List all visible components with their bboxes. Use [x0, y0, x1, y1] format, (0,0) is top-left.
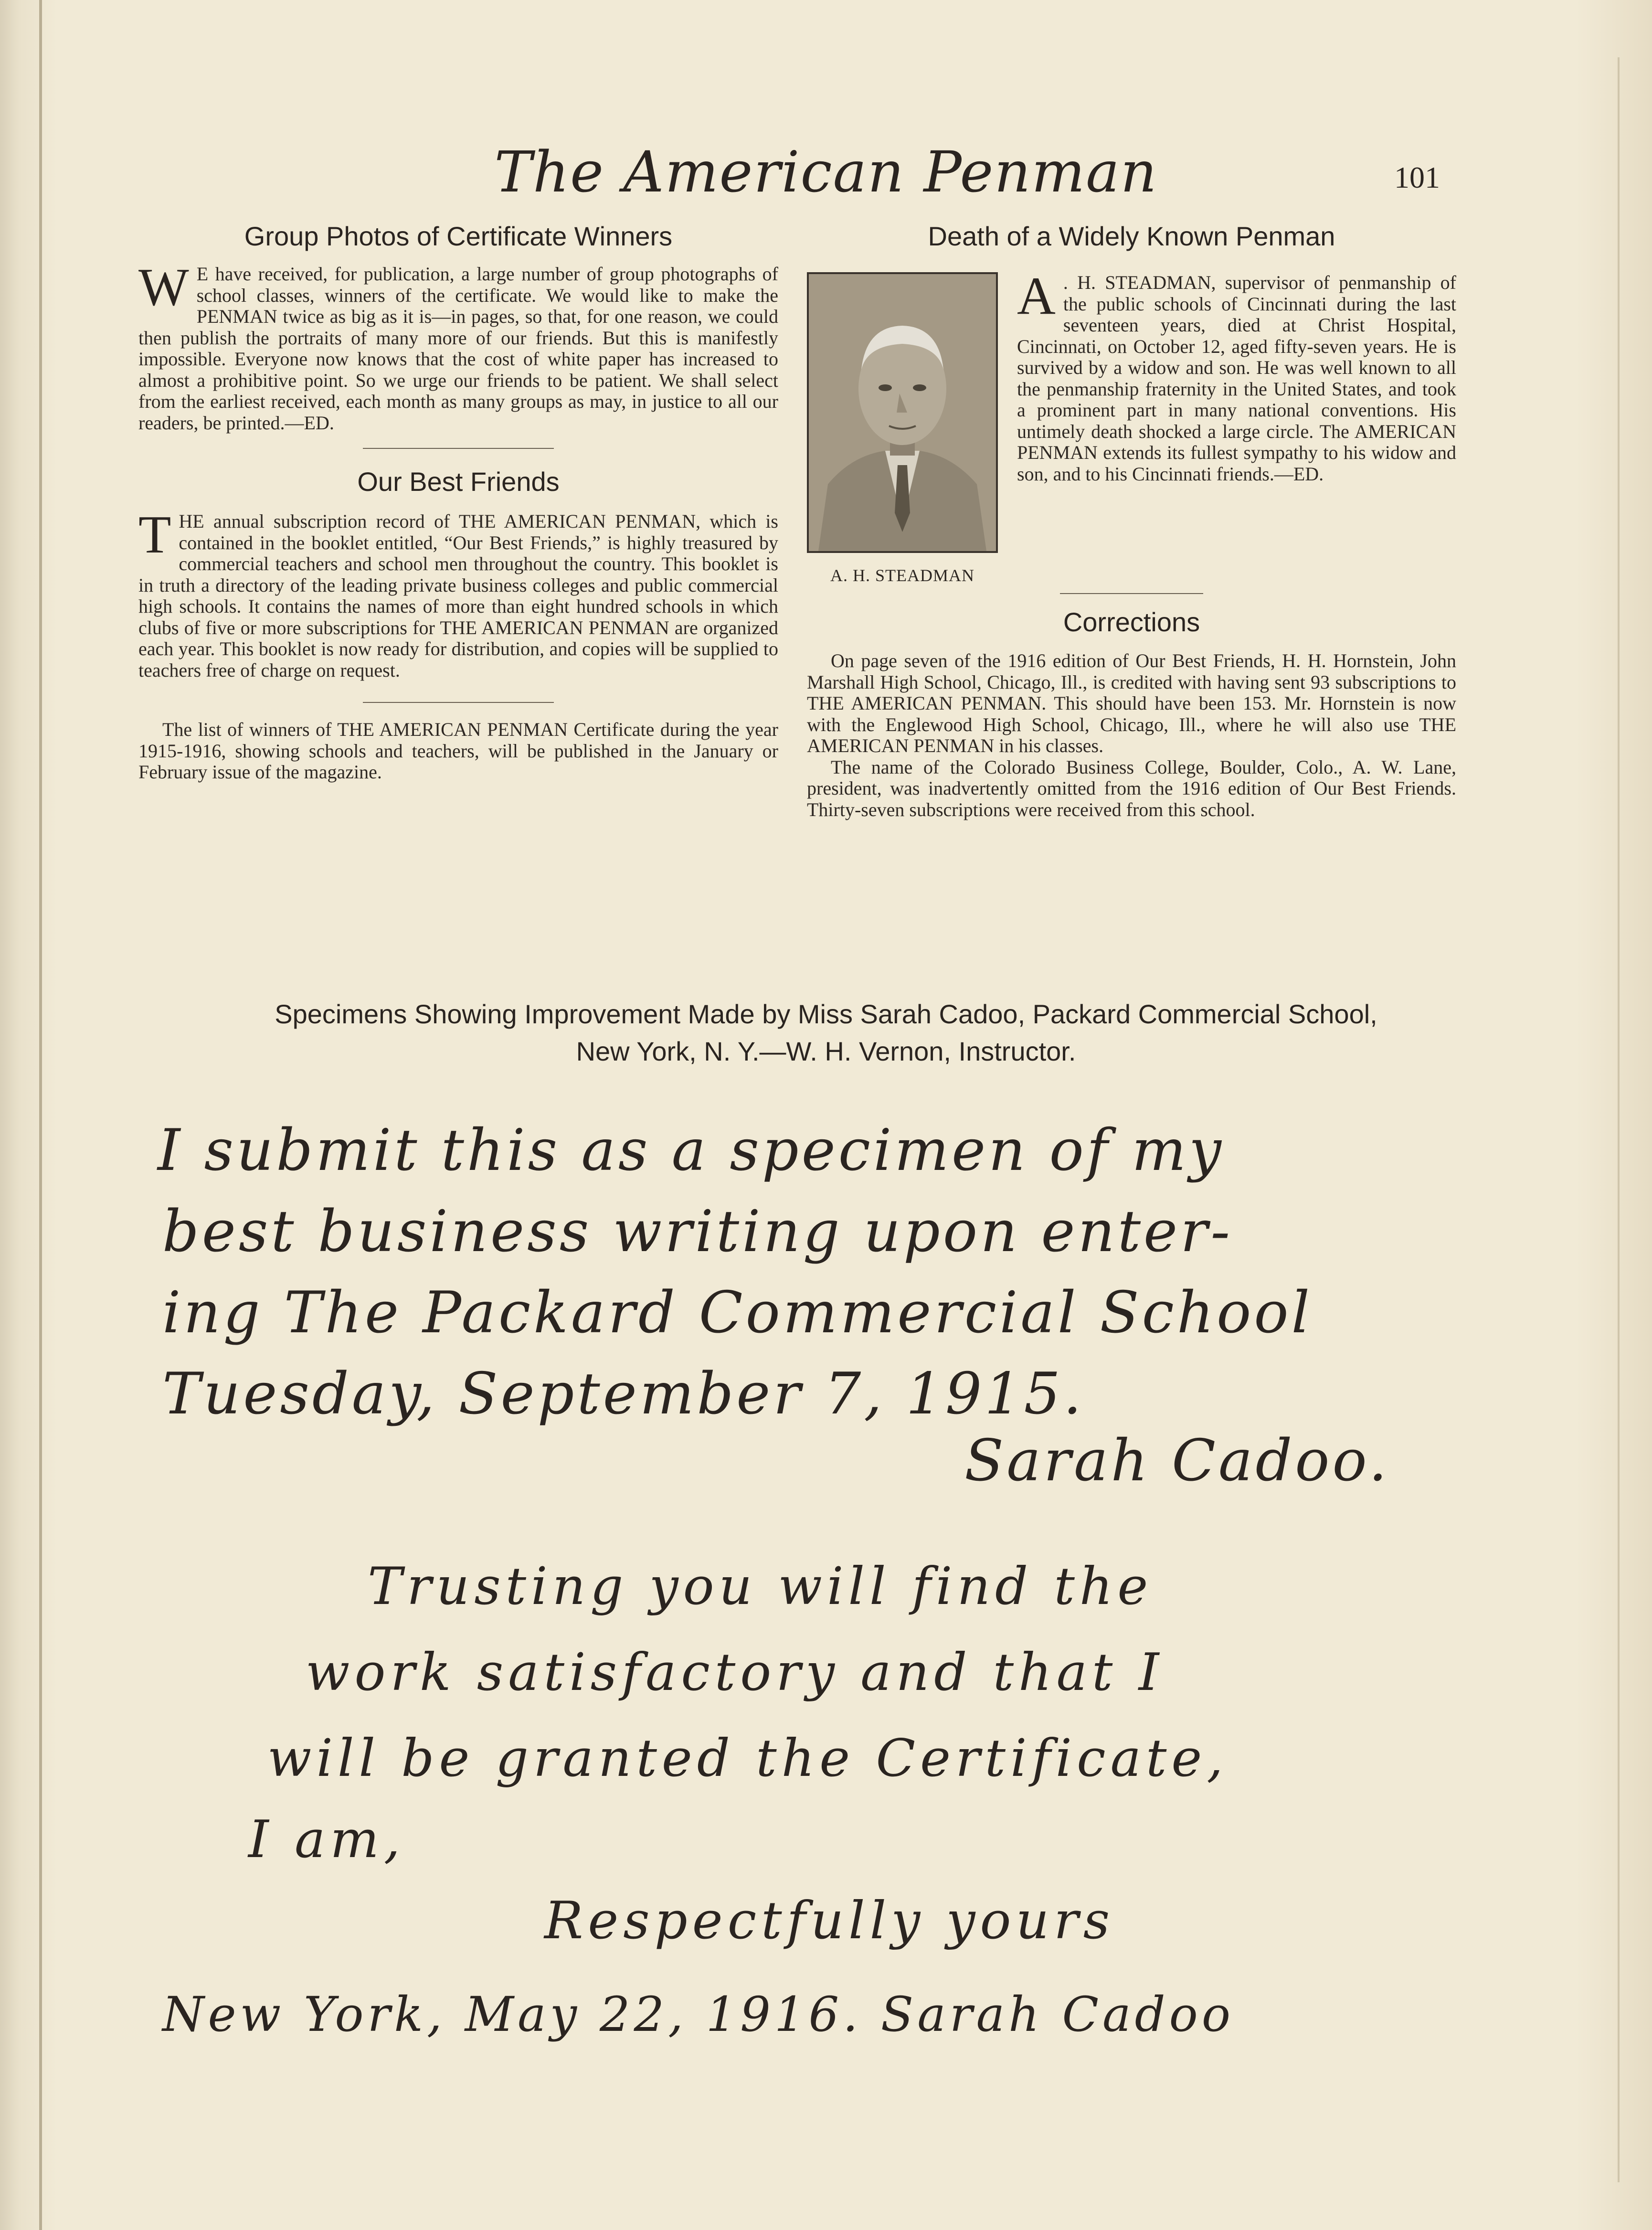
winners-note: The list of winners of THE AMERICAN PENMAN Certificate during the year 1915-1916, showing schools and teachers, will be published in the January or February issue of the magazine. [138, 719, 778, 783]
portrait-caption: A. H. STEADMAN [830, 566, 974, 585]
drop-cap: T [138, 505, 171, 564]
portrait-figure [807, 272, 998, 585]
handwriting-signature: Sarah Cadoo. [964, 1428, 1390, 1494]
best-friends-text: HE annual subscription record of THE AMERICAN PENMAN, which is contained in the booklet entitled, “Our Best Friends,” is highly treasured by commercial teachers and school men throughout the country. This booklet is in truth a directory of the leading private business colleges and public commercial high schools. It contains the names of more than eight hundred schools in which clubs of five or more subscriptions for THE AMERICAN PENMAN are organized each year. This booklet is now ready for distribution, and copies will be supplied to teachers free of charge on request. [138, 510, 778, 681]
group-photos-heading: Group Photos of Certificate Winners [244, 221, 673, 251]
drop-cap: W [138, 258, 189, 317]
specimens-heading-line-1: Specimens Showing Improvement Made by Miss Sarah Cadoo, Packard Commercial School, [275, 999, 1377, 1029]
masthead: The American Penman [494, 139, 1158, 205]
handwriting-line: will be granted the Certificate, [267, 1729, 1228, 1788]
best-friends-heading: Our Best Friends [357, 467, 560, 497]
best-friends-article [138, 505, 778, 681]
section-divider [363, 448, 554, 449]
corrections-para-1: On page seven of the 1916 edition of Our Best Friends, H. H. Hornstein, John Marshall High School, Chicago, Ill., is credited with having sent 93 subscriptions to THE AMERICAN PENMAN. This should have been 153. Mr. Hornstein is now with the Englewood High School, Chicago, Ill., where he will also use THE AMERICAN PENMAN in his classes. [807, 650, 1456, 756]
page-number: 101 [1394, 160, 1440, 194]
left-column [138, 220, 778, 783]
binding-gutter [39, 0, 42, 2230]
page-edge [1618, 57, 1620, 2182]
handwriting-line: Respectfully yours [544, 1891, 1115, 1951]
handwriting-line: best business writing upon enter- [162, 1199, 1233, 1265]
death-heading: Death of a Widely Known Penman [928, 221, 1335, 251]
handwriting-line: ing The Packard Commercial School [162, 1280, 1313, 1346]
specimens-heading-line-2: New York, N. Y.—W. H. Vernon, Instructor. [576, 1036, 1076, 1066]
specimens-heading [129, 996, 1523, 1070]
handwriting-signature: New York, May 22, 1916. Sarah Cadoo [162, 1986, 1235, 2042]
portrait-photo [807, 272, 998, 553]
group-photos-article [138, 258, 778, 434]
right-column [807, 220, 1456, 820]
handwriting-line: work satisfactory and that I [306, 1643, 1164, 1702]
handwriting-line: I submit this as a specimen of my [158, 1117, 1224, 1184]
portrait-illustration [809, 274, 996, 551]
handwriting-line: Trusting you will find the [368, 1557, 1153, 1616]
handwriting-line: I am, [248, 1810, 405, 1869]
handwriting-line: Tuesday, September 7, 1915. [162, 1361, 1085, 1427]
death-text: . H. STEADMAN, supervisor of penmanship of the public schools of Cincinnati during the last seventeen years, died at Christ Hospital, Cincinnati, on October 12, aged fifty-seven years. He is survived by a widow and son. He was well known to all the penmanship fraternity in the United States, and took a prominent part in many national conventions. His untimely death shocked a large circle. The AMERICAN PENMAN extends its fullest sympathy to his widow and son, and to his Cincinnati friends.—ED. [1017, 272, 1456, 485]
group-photos-text: E have received, for publication, a large number of group photographs of school classes, winners of the certificate. We would like to make the PENMAN twice as big as it is—in pages, so that, for one reason, we could then publish the portraits of many more of our friends. But this is manifestly impossible. Everyone now knows that the cost of white paper has increased to almost a prohibitive point. So we urge our friends to be patient. We shall select from the earliest received, each month as many groups as may, in justice to all our readers, be printed.—ED. [138, 263, 778, 434]
section-divider [363, 702, 554, 703]
corrections-para-2: The name of the Colorado Business College, Boulder, Colo., A. W. Lane, president, was inadvertently omitted from the 1916 edition of Our Best Friends. Thirty-seven subscriptions were received from this school. [807, 756, 1456, 820]
drop-cap: A [1017, 266, 1056, 326]
corrections-heading: Corrections [1063, 607, 1200, 637]
section-divider [1060, 593, 1203, 594]
